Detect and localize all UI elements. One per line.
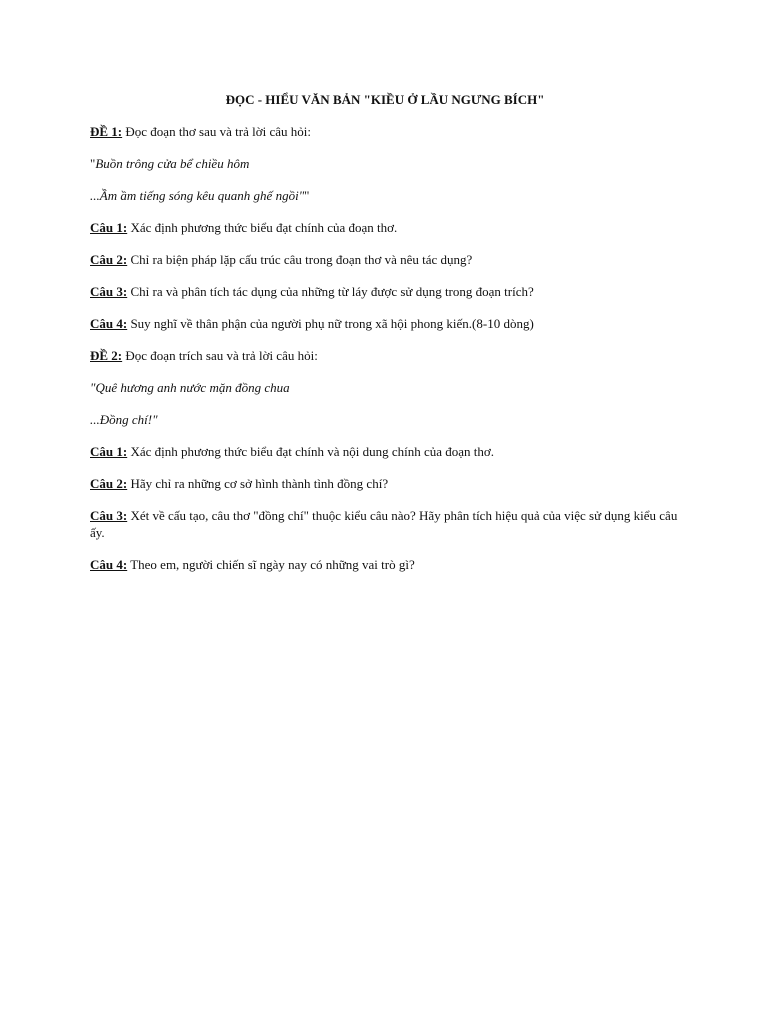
de2-quote-line-2: ...Đồng chí!" (90, 412, 158, 427)
question-text: Theo em, người chiến sĩ ngày nay có những vai trò gì? (127, 557, 415, 572)
de1-label: ĐỀ 1: (90, 124, 123, 139)
de1-question-4 (90, 315, 680, 332)
de1-intro: Đọc đoạn thơ sau và trả lời câu hỏi: (122, 124, 311, 139)
de2-question-1 (90, 443, 680, 460)
question-label: Câu 3: (90, 508, 128, 523)
question-label: Câu 2: (90, 252, 128, 267)
de2-intro: Đọc đoạn trích sau và trả lời câu hỏi: (122, 348, 318, 363)
de1-quote-text-2: ...Ầm ầm tiếng sóng kêu quanh ghế ngồi" (90, 188, 305, 203)
question-text: Xét về cấu tạo, câu thơ "đồng chí" thuộc kiểu câu nào? Hãy phân tích hiệu quả của việc sử dụng kiểu câu ấy. (90, 508, 678, 540)
de2-quote-line-1: "Quê hương anh nước mặn đồng chua (90, 380, 290, 395)
de1-quote-line-1 (90, 155, 680, 172)
question-label: Câu 1: (90, 220, 128, 235)
de1-heading (90, 123, 680, 140)
question-label: Câu 4: (90, 316, 128, 331)
question-label: Câu 2: (90, 476, 128, 491)
de2-question-2 (90, 475, 680, 492)
de1-question-3 (90, 283, 680, 300)
question-text: Xác định phương thức biểu đạt chính và nội dung chính của đoạn thơ. (127, 444, 495, 459)
question-label: Câu 3: (90, 284, 128, 299)
de2-question-3 (90, 507, 680, 541)
de2-question-4 (90, 556, 680, 573)
de1-quote-open-mark: " (90, 156, 96, 171)
question-text: Xác định phương thức biểu đạt chính của đoạn thơ. (127, 220, 398, 235)
question-text: Hãy chỉ ra những cơ sở hình thành tình đồng chí? (127, 476, 389, 491)
de2-label: ĐỀ 2: (90, 348, 123, 363)
question-text: Chỉ ra và phân tích tác dụng của những từ láy được sử dụng trong đoạn trích? (127, 284, 534, 299)
question-label: Câu 4: (90, 557, 128, 572)
de1-question-1 (90, 219, 680, 236)
de1-question-2 (90, 251, 680, 268)
document-title: ĐỌC - HIỂU VĂN BẢN "KIỀU Ở LẦU NGƯNG BÍCH" (225, 92, 545, 107)
de1-quote-line-2 (90, 187, 680, 204)
question-text: Chỉ ra biện pháp lặp cấu trúc câu trong đoạn thơ và nêu tác dụng? (127, 252, 473, 267)
question-text: Suy nghĩ về thân phận của người phụ nữ trong xã hội phong kiến.(8-10 dòng) (127, 316, 534, 331)
document-page (90, 91, 680, 588)
de1-quote-close-mark: " (304, 188, 310, 203)
de2-heading (90, 347, 680, 364)
de1-quote-text-1: Buồn trông cửa bể chiều hôm (95, 156, 250, 171)
question-label: Câu 1: (90, 444, 128, 459)
